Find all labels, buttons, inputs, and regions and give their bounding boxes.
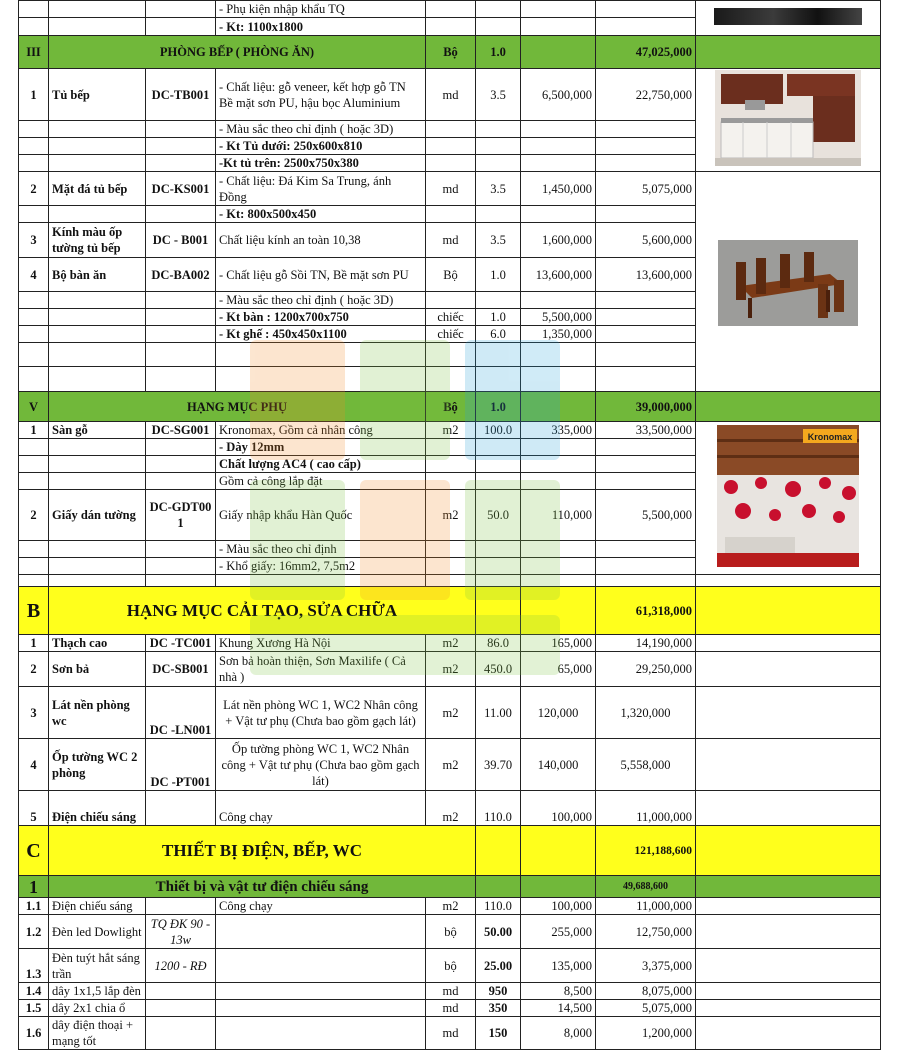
section-header-equipment: C THIẾT BỊ ĐIỆN, BẾP, WC 121,188,600 [19, 826, 881, 876]
kitchen-cabinet-image [696, 69, 881, 172]
flooring-wallpaper-image [696, 422, 881, 575]
table-row: - Kt: 1100x1800 [19, 18, 881, 36]
table-row: 5 Điện chiếu sáng Công chạy m2 110.0 100,000 11,000,000 [19, 791, 881, 826]
section-header-extras: V HẠNG MỤC PHỤ Bộ 1.0 39,000,000 [19, 392, 881, 422]
table-row: 3 Lát nền phòng wc DC -LN001 Lát nền phòng WC 1, WC2 Nhân công + Vật tư phụ (Chưa bao gồm gạch lát) m2 11.00 120,000 1,320,000 [19, 687, 881, 739]
subsection-header-lighting: 1 Thiết bị và vật tư điện chiếu sáng 49,688,600 [19, 876, 881, 898]
table-row: 1.1 Điện chiếu sáng Công chạy m2 110.0 100,000 11,000,000 [19, 898, 881, 915]
table-row: 2 Giấy dán tường DC-GDT001 Giấy nhập khẩu Hàn Quốc m2 50.0 110,000 5,500,000 [19, 490, 881, 541]
table-row: 1.2 Đèn led Dowlight TQ ĐK 90 - 13w bộ 50.00 255,000 12,750,000 [19, 915, 881, 949]
table-row: - Kt bàn : 1200x700x750 chiếc 1.0 5,500,000 [19, 309, 881, 326]
table-row: 4 Bộ bàn ăn DC-BA002 - Chất liệu gỗ Sồi TN, Bề mặt sơn PU Bộ 1.0 13,600,000 13,600,000 [19, 258, 881, 292]
table-row: 3 Kính màu ốp tường tủ bếp DC - B001 Chất liệu kính an toàn 10,38 md 3.5 1,600,000 5,600,000 [19, 223, 881, 258]
dining-set-illustration [718, 240, 858, 326]
table-row: 1.6 dây điện thoại + mạng tốt md 150 8,000 1,200,000 [19, 1017, 881, 1050]
previous-item-image [696, 1, 881, 36]
table-row: Gồm cả công lắp đặt [19, 473, 881, 490]
table-row: - Khổ giấy: 16mm2, 7,5m2 [19, 558, 881, 575]
table-row: 2 Sơn bả DC-SB001 Sơn bả hoàn thiện, Sơn Maxilife ( Cả nhà ) m2 450.0 65,000 29,250,000 [19, 652, 881, 687]
table-row: - Kt Tủ dưới: 250x600x810 [19, 138, 881, 155]
table-row [19, 575, 881, 587]
table-row: - Màu sắc theo chỉ định ( hoặc 3D) [19, 292, 881, 309]
table-row: - Màu sắc theo chỉ định ( hoặc 3D) [19, 121, 881, 138]
section-header-renovation: B HẠNG MỤC CẢI TẠO, SỬA CHỮA 61,318,000 [19, 587, 881, 635]
table-row: 1.4 dây 1x1,5 lắp đèn md 950 8,500 8,075,000 [19, 983, 881, 1000]
table-row: - Kt ghế : 450x450x1100 chiếc 6.0 1,350,000 [19, 326, 881, 343]
table-row: Chất lượng AC4 ( cao cấp) [19, 456, 881, 473]
kitchen-cabinet-illustration [715, 70, 861, 166]
dining-set-image [696, 172, 881, 392]
table-row: - Dày 12mm [19, 439, 881, 456]
table-row: - Màu sắc theo chỉ định [19, 541, 881, 558]
kronomax-brand-text: Kronomax [807, 432, 853, 442]
table-row: -Kt tủ trên: 2500x750x380 [19, 155, 881, 172]
table-row: 4 Ốp tường WC 2 phòng DC -PT001 Ốp tường phòng WC 1, WC2 Nhân công + Vật tư phụ (Chưa bao gồm gạch lát) m2 39.70 140,000 5,558,000 [19, 739, 881, 791]
table-row: 2 Mặt đá tủ bếp DC-KS001 - Chất liệu: Đá Kim Sa Trung, ánh Đồng md 3.5 1,450,000 5,075,000 [19, 172, 881, 206]
section-header-kitchen: III PHÒNG BẾP ( PHÒNG ĂN) Bộ 1.0 47,025,000 [19, 36, 881, 69]
table-row: - Kt: 800x500x450 [19, 206, 881, 223]
table-row: 1 Sàn gỗ DC-SG001 Kronomax, Gồm cả nhân công m2 100.0 335,000 33,500,000 Kronomax [19, 422, 881, 439]
table-row: 1 Thạch cao DC -TC001 Khung Xương Hà Nội m2 86.0 165,000 14,190,000 [19, 635, 881, 652]
flooring-wallpaper-illustration [717, 425, 859, 567]
table-row: 1.3 Đèn tuýt hắt sáng trần 1200 - RĐ bộ 25.00 135,000 3,375,000 [19, 949, 881, 983]
table-row: - Phụ kiện nhập khẩu TQ [19, 1, 881, 18]
table-row: 1.5 dây 2x1 chia ổ md 350 14,500 5,075,000 [19, 1000, 881, 1017]
quotation-table [18, 0, 881, 1050]
table-row: 1 Tủ bếp DC-TB001 - Chất liệu: gỗ veneer, kết hợp gỗ TN Bề mặt sơn PU, hậu bọc Aluminium md 3.5 6,500,000 22,750,000 [19, 69, 881, 121]
